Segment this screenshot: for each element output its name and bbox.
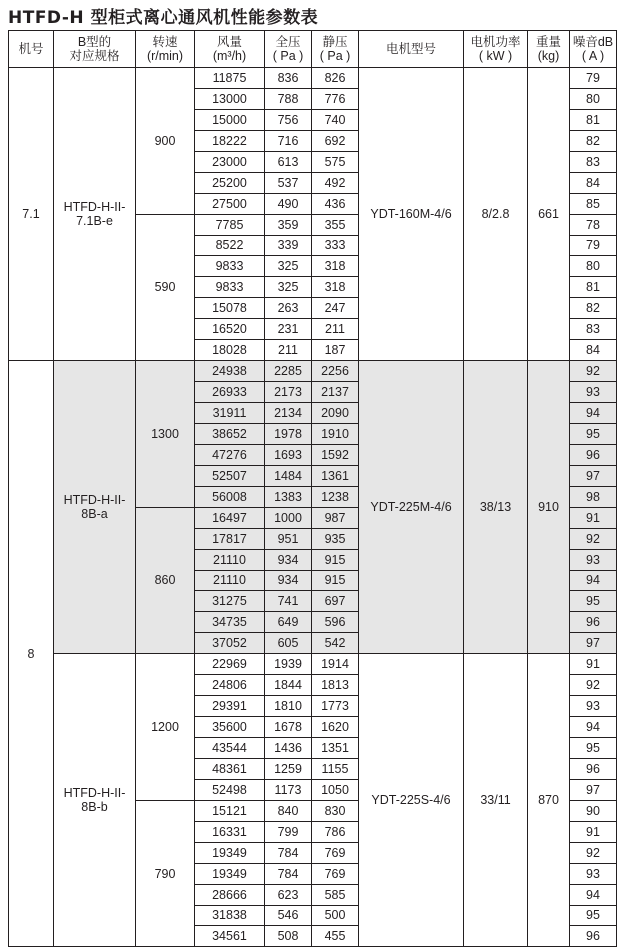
noise-cell: 84 <box>570 172 617 193</box>
airflow-cell: 21110 <box>195 549 265 570</box>
total-pressure-cell: 1978 <box>265 423 312 444</box>
airflow-cell: 24806 <box>195 675 265 696</box>
noise-cell: 91 <box>570 821 617 842</box>
noise-cell: 90 <box>570 800 617 821</box>
total-pressure-cell: 840 <box>265 800 312 821</box>
motor-power-cell: 8/2.8 <box>464 68 528 361</box>
noise-cell: 97 <box>570 779 617 800</box>
static-pressure-cell: 2256 <box>312 361 359 382</box>
noise-cell: 95 <box>570 423 617 444</box>
header-speed: 转速 (r/min) <box>136 31 195 68</box>
header-motor-model: 电机型号 <box>359 31 464 68</box>
speed-cell: 1200 <box>136 654 195 801</box>
total-pressure-cell: 934 <box>265 549 312 570</box>
spec-cell: HTFD-H-II- 7.1B-e <box>54 68 136 361</box>
static-pressure-cell: 740 <box>312 109 359 130</box>
total-pressure-cell: 263 <box>265 298 312 319</box>
airflow-cell: 16497 <box>195 507 265 528</box>
noise-cell: 84 <box>570 340 617 361</box>
static-pressure-cell: 1773 <box>312 696 359 717</box>
airflow-cell: 16520 <box>195 319 265 340</box>
static-pressure-cell: 692 <box>312 130 359 151</box>
total-pressure-cell: 605 <box>265 633 312 654</box>
airflow-cell: 47276 <box>195 444 265 465</box>
total-pressure-cell: 716 <box>265 130 312 151</box>
noise-cell: 95 <box>570 738 617 759</box>
airflow-cell: 31838 <box>195 905 265 926</box>
noise-cell: 94 <box>570 884 617 905</box>
page-title: HTFD-H 型柜式离心通风机性能参数表 <box>8 8 319 28</box>
total-pressure-cell: 741 <box>265 591 312 612</box>
motor-model-cell: YDT-160M-4/6 <box>359 68 464 361</box>
total-pressure-cell: 649 <box>265 612 312 633</box>
airflow-cell: 34561 <box>195 926 265 947</box>
total-pressure-cell: 1810 <box>265 696 312 717</box>
airflow-cell: 9833 <box>195 277 265 298</box>
airflow-cell: 11875 <box>195 68 265 89</box>
noise-cell: 92 <box>570 528 617 549</box>
speed-cell: 790 <box>136 800 195 947</box>
total-pressure-cell: 231 <box>265 319 312 340</box>
static-pressure-cell: 1910 <box>312 423 359 444</box>
header-weight: 重量 (kg) <box>528 31 570 68</box>
spec-cell: HTFD-H-II- 8B-a <box>54 361 136 654</box>
airflow-cell: 13000 <box>195 88 265 109</box>
total-pressure-cell: 799 <box>265 821 312 842</box>
noise-cell: 97 <box>570 465 617 486</box>
speed-cell: 1300 <box>136 361 195 508</box>
noise-cell: 95 <box>570 905 617 926</box>
table-row <box>9 361 617 382</box>
static-pressure-cell: 1155 <box>312 758 359 779</box>
airflow-cell: 15121 <box>195 800 265 821</box>
noise-cell: 96 <box>570 612 617 633</box>
static-pressure-cell: 436 <box>312 193 359 214</box>
static-pressure-cell: 585 <box>312 884 359 905</box>
static-pressure-cell: 211 <box>312 319 359 340</box>
airflow-cell: 18028 <box>195 340 265 361</box>
noise-cell: 92 <box>570 361 617 382</box>
airflow-cell: 34735 <box>195 612 265 633</box>
motor-power-cell: 38/13 <box>464 361 528 654</box>
static-pressure-cell: 1592 <box>312 444 359 465</box>
total-pressure-cell: 1259 <box>265 758 312 779</box>
static-pressure-cell: 830 <box>312 800 359 821</box>
noise-cell: 95 <box>570 591 617 612</box>
noise-cell: 97 <box>570 633 617 654</box>
noise-cell: 94 <box>570 403 617 424</box>
total-pressure-cell: 211 <box>265 340 312 361</box>
total-pressure-cell: 2285 <box>265 361 312 382</box>
header-model-no: 机号 <box>9 31 54 68</box>
noise-cell: 96 <box>570 758 617 779</box>
weight-cell: 910 <box>528 361 570 654</box>
static-pressure-cell: 318 <box>312 256 359 277</box>
static-pressure-cell: 187 <box>312 340 359 361</box>
total-pressure-cell: 339 <box>265 235 312 256</box>
total-pressure-cell: 1436 <box>265 738 312 759</box>
static-pressure-cell: 1914 <box>312 654 359 675</box>
noise-cell: 96 <box>570 926 617 947</box>
static-pressure-cell: 318 <box>312 277 359 298</box>
header-total-pressure: 全压 ( Pa ) <box>265 31 312 68</box>
airflow-cell: 9833 <box>195 256 265 277</box>
static-pressure-cell: 1050 <box>312 779 359 800</box>
noise-cell: 94 <box>570 570 617 591</box>
noise-cell: 93 <box>570 863 617 884</box>
airflow-cell: 15000 <box>195 109 265 130</box>
weight-cell: 870 <box>528 654 570 947</box>
static-pressure-cell: 769 <box>312 863 359 884</box>
header-b-type: B型的 对应规格 <box>54 31 136 68</box>
header-noise: 噪音dB ( A ) <box>570 31 617 68</box>
static-pressure-cell: 2137 <box>312 382 359 403</box>
airflow-cell: 52498 <box>195 779 265 800</box>
static-pressure-cell: 500 <box>312 905 359 926</box>
total-pressure-cell: 1173 <box>265 779 312 800</box>
airflow-cell: 29391 <box>195 696 265 717</box>
noise-cell: 80 <box>570 88 617 109</box>
airflow-cell: 7785 <box>195 214 265 235</box>
airflow-cell: 16331 <box>195 821 265 842</box>
static-pressure-cell: 247 <box>312 298 359 319</box>
noise-cell: 78 <box>570 214 617 235</box>
total-pressure-cell: 836 <box>265 68 312 89</box>
static-pressure-cell: 786 <box>312 821 359 842</box>
noise-cell: 92 <box>570 675 617 696</box>
airflow-cell: 19349 <box>195 842 265 863</box>
static-pressure-cell: 575 <box>312 151 359 172</box>
table-body <box>9 68 617 947</box>
static-pressure-cell: 826 <box>312 68 359 89</box>
total-pressure-cell: 623 <box>265 884 312 905</box>
noise-cell: 80 <box>570 256 617 277</box>
airflow-cell: 28666 <box>195 884 265 905</box>
noise-cell: 79 <box>570 235 617 256</box>
static-pressure-cell: 2090 <box>312 403 359 424</box>
total-pressure-cell: 1693 <box>265 444 312 465</box>
total-pressure-cell: 490 <box>265 193 312 214</box>
total-pressure-cell: 1484 <box>265 465 312 486</box>
static-pressure-cell: 355 <box>312 214 359 235</box>
static-pressure-cell: 1238 <box>312 486 359 507</box>
static-pressure-cell: 492 <box>312 172 359 193</box>
noise-cell: 94 <box>570 717 617 738</box>
noise-cell: 79 <box>570 68 617 89</box>
noise-cell: 83 <box>570 151 617 172</box>
total-pressure-cell: 2134 <box>265 403 312 424</box>
weight-cell: 661 <box>528 68 570 361</box>
airflow-cell: 56008 <box>195 486 265 507</box>
airflow-cell: 17817 <box>195 528 265 549</box>
noise-cell: 92 <box>570 842 617 863</box>
static-pressure-cell: 769 <box>312 842 359 863</box>
total-pressure-cell: 359 <box>265 214 312 235</box>
total-pressure-cell: 508 <box>265 926 312 947</box>
static-pressure-cell: 776 <box>312 88 359 109</box>
total-pressure-cell: 2173 <box>265 382 312 403</box>
airflow-cell: 19349 <box>195 863 265 884</box>
airflow-cell: 37052 <box>195 633 265 654</box>
noise-cell: 93 <box>570 382 617 403</box>
static-pressure-cell: 1361 <box>312 465 359 486</box>
airflow-cell: 26933 <box>195 382 265 403</box>
total-pressure-cell: 325 <box>265 256 312 277</box>
total-pressure-cell: 1678 <box>265 717 312 738</box>
noise-cell: 81 <box>570 109 617 130</box>
total-pressure-cell: 613 <box>265 151 312 172</box>
noise-cell: 82 <box>570 298 617 319</box>
motor-model-cell: YDT-225S-4/6 <box>359 654 464 947</box>
speed-cell: 900 <box>136 68 195 215</box>
static-pressure-cell: 333 <box>312 235 359 256</box>
speed-cell: 590 <box>136 214 195 361</box>
table-row <box>9 68 617 89</box>
header-row <box>9 31 617 68</box>
noise-cell: 91 <box>570 507 617 528</box>
static-pressure-cell: 1351 <box>312 738 359 759</box>
airflow-cell: 31911 <box>195 403 265 424</box>
noise-cell: 82 <box>570 130 617 151</box>
airflow-cell: 52507 <box>195 465 265 486</box>
airflow-cell: 15078 <box>195 298 265 319</box>
table-row <box>9 654 617 675</box>
total-pressure-cell: 1844 <box>265 675 312 696</box>
static-pressure-cell: 915 <box>312 549 359 570</box>
static-pressure-cell: 987 <box>312 507 359 528</box>
airflow-cell: 31275 <box>195 591 265 612</box>
airflow-cell: 25200 <box>195 172 265 193</box>
static-pressure-cell: 455 <box>312 926 359 947</box>
airflow-cell: 23000 <box>195 151 265 172</box>
speed-cell: 860 <box>136 507 195 654</box>
total-pressure-cell: 951 <box>265 528 312 549</box>
static-pressure-cell: 697 <box>312 591 359 612</box>
static-pressure-cell: 1620 <box>312 717 359 738</box>
total-pressure-cell: 537 <box>265 172 312 193</box>
airflow-cell: 8522 <box>195 235 265 256</box>
model-no-cell: 8 <box>9 361 54 947</box>
airflow-cell: 21110 <box>195 570 265 591</box>
header-airflow: 风量 (m³/h) <box>195 31 265 68</box>
header-static-pressure: 静压 ( Pa ) <box>312 31 359 68</box>
spec-cell: HTFD-H-II- 8B-b <box>54 654 136 947</box>
airflow-cell: 24938 <box>195 361 265 382</box>
airflow-cell: 48361 <box>195 758 265 779</box>
static-pressure-cell: 935 <box>312 528 359 549</box>
model-no-cell: 7.1 <box>9 68 54 361</box>
total-pressure-cell: 756 <box>265 109 312 130</box>
static-pressure-cell: 542 <box>312 633 359 654</box>
airflow-cell: 18222 <box>195 130 265 151</box>
airflow-cell: 38652 <box>195 423 265 444</box>
header-motor-power: 电机功率 ( kW ) <box>464 31 528 68</box>
static-pressure-cell: 915 <box>312 570 359 591</box>
static-pressure-cell: 1813 <box>312 675 359 696</box>
airflow-cell: 43544 <box>195 738 265 759</box>
total-pressure-cell: 784 <box>265 863 312 884</box>
performance-table <box>8 30 617 947</box>
airflow-cell: 35600 <box>195 717 265 738</box>
noise-cell: 93 <box>570 696 617 717</box>
total-pressure-cell: 934 <box>265 570 312 591</box>
motor-model-cell: YDT-225M-4/6 <box>359 361 464 654</box>
noise-cell: 91 <box>570 654 617 675</box>
airflow-cell: 22969 <box>195 654 265 675</box>
total-pressure-cell: 784 <box>265 842 312 863</box>
static-pressure-cell: 596 <box>312 612 359 633</box>
noise-cell: 83 <box>570 319 617 340</box>
noise-cell: 93 <box>570 549 617 570</box>
total-pressure-cell: 546 <box>265 905 312 926</box>
total-pressure-cell: 1000 <box>265 507 312 528</box>
noise-cell: 81 <box>570 277 617 298</box>
motor-power-cell: 33/11 <box>464 654 528 947</box>
noise-cell: 85 <box>570 193 617 214</box>
total-pressure-cell: 788 <box>265 88 312 109</box>
noise-cell: 98 <box>570 486 617 507</box>
total-pressure-cell: 1939 <box>265 654 312 675</box>
airflow-cell: 27500 <box>195 193 265 214</box>
total-pressure-cell: 325 <box>265 277 312 298</box>
total-pressure-cell: 1383 <box>265 486 312 507</box>
noise-cell: 96 <box>570 444 617 465</box>
